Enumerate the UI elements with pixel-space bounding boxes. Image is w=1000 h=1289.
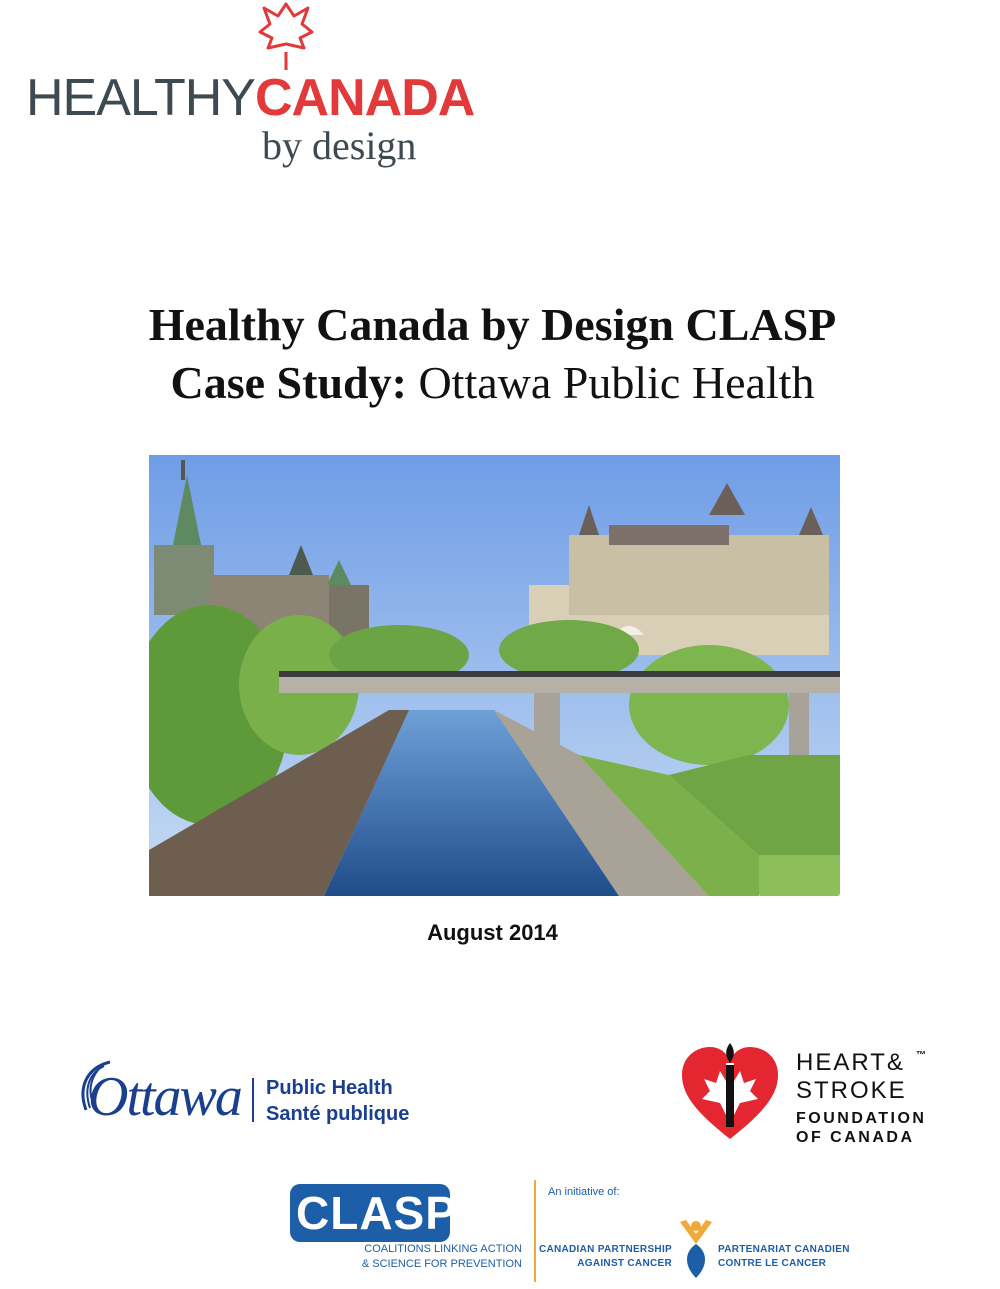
maple-leaf-icon: [250, 2, 322, 72]
heart-stroke-line-4: OF CANADA: [796, 1129, 915, 1146]
title-case-study-label: Case Study:: [170, 357, 407, 408]
title-line-1: Healthy Canada by Design CLASP: [148, 299, 837, 350]
cpac-french-line-2: CONTRE LE CANCER: [718, 1258, 827, 1269]
cpac-english-line-1: CANADIAN PARTNERSHIP: [538, 1244, 672, 1255]
heart-stroke-heart-icon: [680, 1043, 780, 1143]
clasp-wordmark: CLASP: [296, 1187, 457, 1239]
ottawa-public-health-text: Public Health: [266, 1077, 393, 1099]
ottawa-divider: [252, 1078, 254, 1122]
by-design-subtitle: by design: [262, 123, 417, 168]
initiative-of-label: An initiative of:: [548, 1186, 620, 1198]
wordmark-canada: CANADA: [254, 69, 475, 127]
ottawa-rideau-canal-photo: [149, 455, 840, 896]
publication-date: August 2014: [427, 920, 558, 945]
cpac-french-line-1: PARTENARIAT CANADIEN: [718, 1244, 850, 1255]
heart-stroke-line-1: HEART&: [796, 1049, 905, 1076]
title-line-2: [0, 354, 985, 412]
ottawa-wordmark: Ottawa: [88, 1066, 241, 1128]
title-subject: Ottawa Public Health: [406, 357, 815, 408]
healthy-canada-wordmark: [26, 69, 475, 127]
heart-stroke-line-2: STROKE: [796, 1077, 907, 1104]
ottawa-sante-publique-text: Santé publique: [266, 1103, 410, 1125]
cpac-english-line-2: AGAINST CANCER: [577, 1258, 672, 1269]
wordmark-healthy: HEALTHY: [26, 69, 255, 127]
clasp-tagline-2: & SCIENCE FOR PREVENTION: [361, 1258, 522, 1270]
clasp-tagline-1: COALITIONS LINKING ACTION: [364, 1243, 522, 1255]
heart-stroke-trademark: ™: [916, 1050, 926, 1061]
cpac-figure-icon: [676, 1218, 716, 1280]
heart-stroke-line-3: FOUNDATION: [796, 1110, 927, 1127]
document-title: [0, 296, 985, 412]
